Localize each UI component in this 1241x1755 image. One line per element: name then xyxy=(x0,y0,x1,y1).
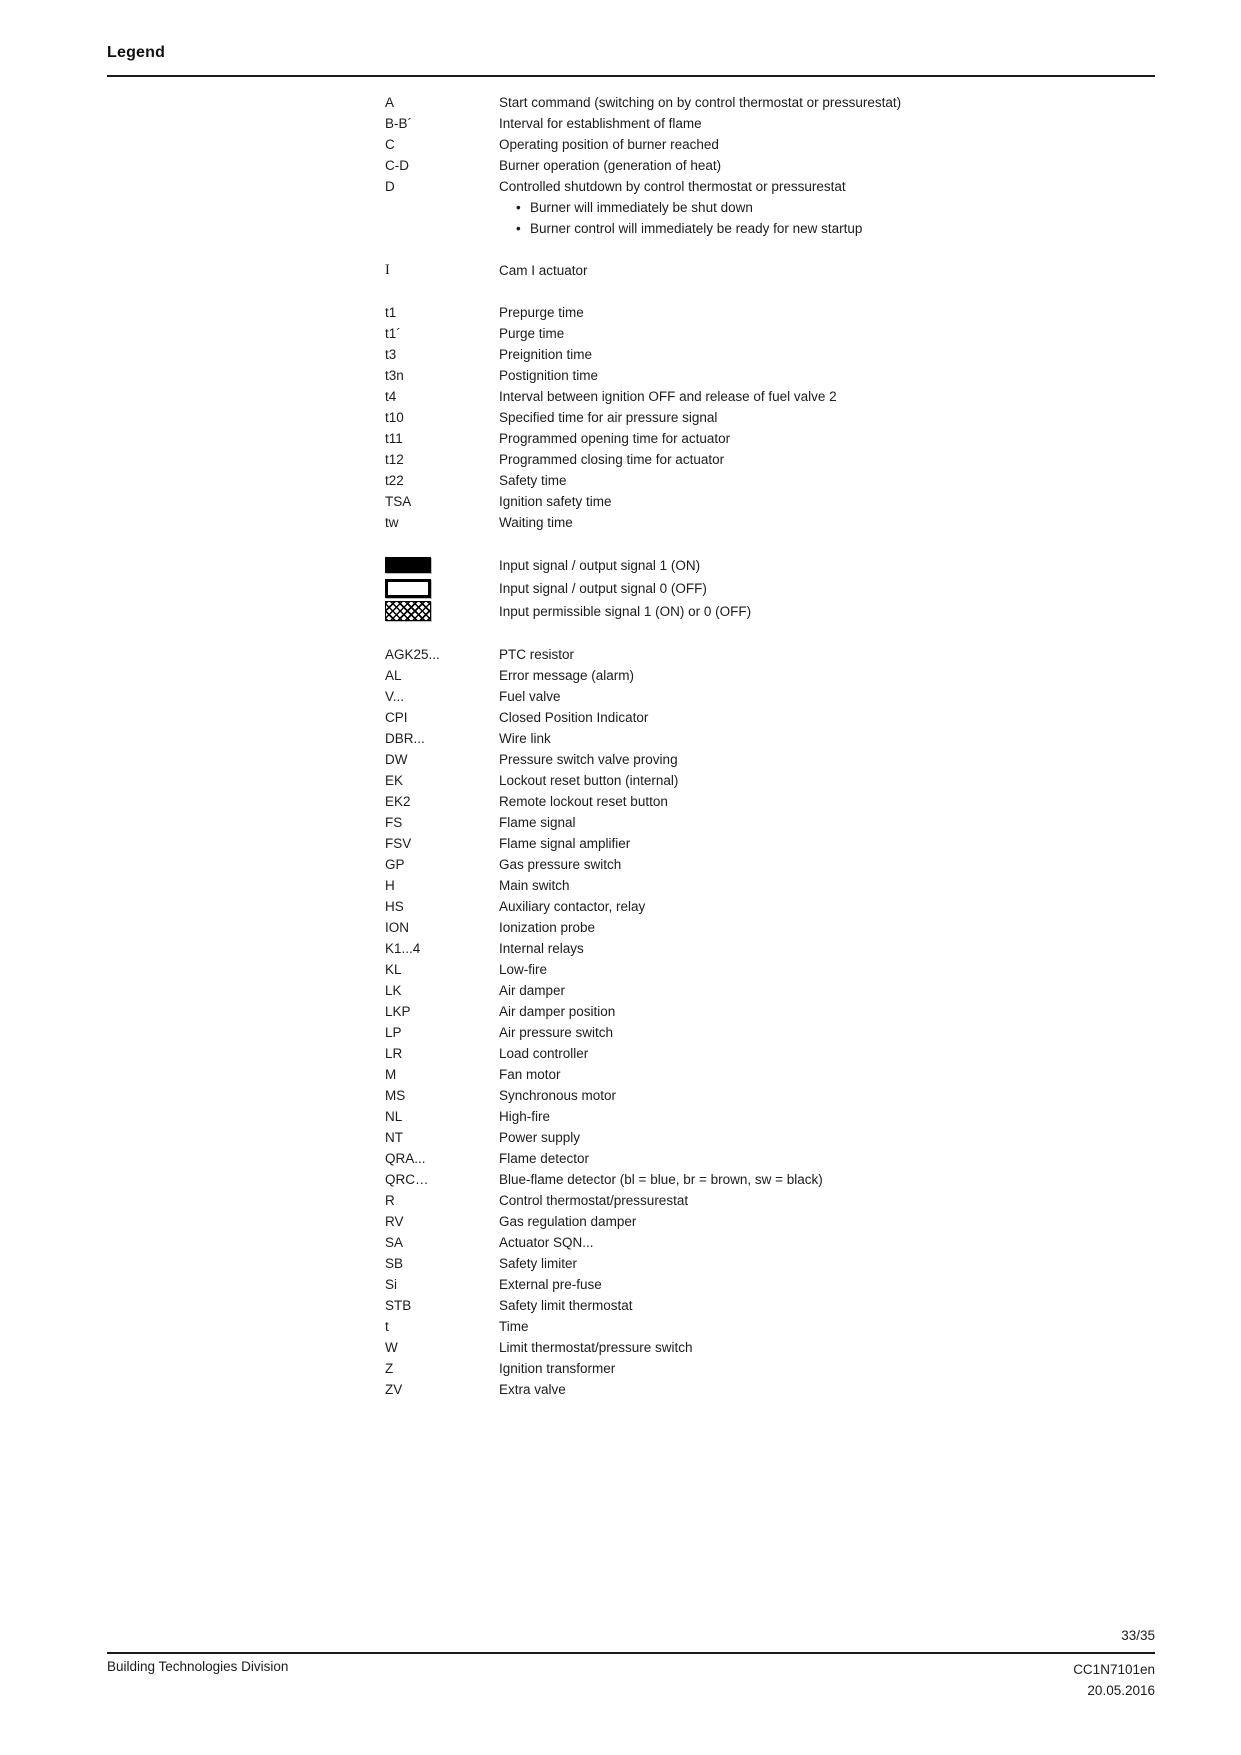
legend-term: MS xyxy=(385,1088,406,1103)
legend-term: SA xyxy=(385,1235,404,1250)
legend-row xyxy=(385,491,1155,512)
legend-row xyxy=(385,600,1155,623)
signal-permissible-hatched-rect-icon xyxy=(385,601,431,621)
legend-row xyxy=(385,854,1155,875)
legend-row xyxy=(385,1022,1155,1043)
legend-desc: Flame signal xyxy=(499,815,576,830)
legend-desc: Air damper xyxy=(499,983,566,998)
legend-term: RV xyxy=(385,1214,404,1229)
page-number: 33/35 xyxy=(1121,1628,1155,1643)
legend-list xyxy=(385,92,1155,1400)
legend-desc: Input permissible signal 1 (ON) or 0 (OFF) xyxy=(499,604,752,619)
legend-desc: Actuator SQN... xyxy=(499,1235,594,1250)
legend-desc: Time xyxy=(499,1319,529,1334)
legend-desc: Low-fire xyxy=(499,962,548,977)
legend-term: R xyxy=(385,1193,395,1208)
legend-term: t4 xyxy=(385,389,397,404)
legend-desc: Power supply xyxy=(499,1130,581,1145)
legend-term: TSA xyxy=(385,494,412,509)
legend-term: t10 xyxy=(385,410,404,425)
legend-term: I xyxy=(385,262,390,278)
legend-desc: Operating position of burner reached xyxy=(499,137,719,152)
legend-desc: Burner operation (generation of heat) xyxy=(499,158,722,173)
legend-row xyxy=(385,1316,1155,1337)
legend-row xyxy=(385,917,1155,938)
legend-row xyxy=(385,1064,1155,1085)
legend-desc: Flame detector xyxy=(499,1151,590,1166)
legend-row xyxy=(385,577,1155,600)
legend-term: DW xyxy=(385,752,408,767)
legend-row xyxy=(385,1106,1155,1127)
legend-term: NL xyxy=(385,1109,403,1124)
legend-desc: Input signal / output signal 0 (OFF) xyxy=(499,581,707,596)
legend-term: t1 xyxy=(385,305,397,320)
legend-term: EK xyxy=(385,773,404,788)
legend-term: QRA... xyxy=(385,1151,426,1166)
legend-desc: Postignition time xyxy=(499,368,599,383)
legend-row xyxy=(385,1337,1155,1358)
legend-term: t22 xyxy=(385,473,404,488)
legend-term: ZV xyxy=(385,1382,403,1397)
legend-row xyxy=(385,896,1155,917)
legend-desc: Load controller xyxy=(499,1046,589,1061)
legend-desc: Waiting time xyxy=(499,515,573,530)
legend-desc: Synchronous motor xyxy=(499,1088,617,1103)
legend-block-abbreviations xyxy=(385,644,1155,1400)
legend-row xyxy=(385,875,1155,896)
legend-row xyxy=(385,1190,1155,1211)
legend-row xyxy=(385,155,1155,176)
legend-symbol-cell xyxy=(385,600,499,623)
legend-term: QRC… xyxy=(385,1172,429,1187)
legend-row xyxy=(385,554,1155,577)
legend-term: t12 xyxy=(385,452,404,467)
legend-term: NT xyxy=(385,1130,403,1145)
legend-term: ION xyxy=(385,920,410,935)
legend-desc: Main switch xyxy=(499,878,570,893)
legend-row xyxy=(385,1127,1155,1148)
legend-term: LP xyxy=(385,1025,402,1040)
legend-term: Z xyxy=(385,1361,394,1376)
legend-desc: Programmed opening time for actuator xyxy=(499,431,731,446)
legend-row xyxy=(385,512,1155,533)
footer-division: Building Technologies Division xyxy=(107,1659,289,1674)
header-rule xyxy=(107,75,1155,77)
legend-term: LKP xyxy=(385,1004,411,1019)
footer-date: 20.05.2016 xyxy=(1087,1683,1155,1698)
legend-desc: Fuel valve xyxy=(499,689,561,704)
legend-desc: Preignition time xyxy=(499,347,593,362)
legend-row xyxy=(385,644,1155,665)
legend-term: tw xyxy=(385,515,399,530)
legend-desc: Safety limiter xyxy=(499,1256,578,1271)
legend-term: t3n xyxy=(385,368,404,383)
legend-desc: Air pressure switch xyxy=(499,1025,614,1040)
legend-row xyxy=(385,134,1155,155)
legend-desc: Flame signal amplifier xyxy=(499,836,631,851)
legend-desc: Input signal / output signal 1 (ON) xyxy=(499,558,701,573)
legend-row xyxy=(385,980,1155,1001)
legend-row xyxy=(385,470,1155,491)
legend-desc: Gas pressure switch xyxy=(499,857,622,872)
legend-term: LR xyxy=(385,1046,403,1061)
legend-desc: Prepurge time xyxy=(499,305,584,320)
legend-term: H xyxy=(385,878,395,893)
legend-desc: Extra valve xyxy=(499,1382,566,1397)
legend-row xyxy=(385,1148,1155,1169)
legend-desc: Blue-flame detector (bl = blue, br = brown, sw = black) xyxy=(499,1172,823,1187)
legend-block-cam xyxy=(385,260,1155,281)
legend-row xyxy=(385,1043,1155,1064)
footer-right-block xyxy=(1073,1659,1155,1701)
legend-term: t11 xyxy=(385,431,403,446)
legend-desc: Ignition safety time xyxy=(499,494,612,509)
legend-term: A xyxy=(385,95,395,110)
legend-term: AGK25... xyxy=(385,647,440,662)
legend-term: EK2 xyxy=(385,794,411,809)
legend-row xyxy=(385,812,1155,833)
legend-term: DBR... xyxy=(385,731,425,746)
legend-desc: Start command (switching on by control thermostat or pressurestat) xyxy=(499,95,902,110)
legend-row xyxy=(385,1379,1155,1400)
legend-desc: Remote lockout reset button xyxy=(499,794,668,809)
legend-row xyxy=(385,1295,1155,1316)
legend-term: K1...4 xyxy=(385,941,421,956)
legend-row xyxy=(385,344,1155,365)
legend-desc: Purge time xyxy=(499,326,565,341)
legend-row xyxy=(385,113,1155,134)
signal-off-outline-rect-icon xyxy=(385,579,431,598)
legend-row xyxy=(385,407,1155,428)
legend-term: t3 xyxy=(385,347,397,362)
legend-term: SB xyxy=(385,1256,404,1271)
legend-desc: Lockout reset button (internal) xyxy=(499,773,679,788)
legend-desc: Interval for establishment of flame xyxy=(499,116,702,131)
legend-term: t1´ xyxy=(385,326,401,341)
footer-doc-id: CC1N7101en xyxy=(1073,1662,1155,1677)
signal-on-filled-rect-icon xyxy=(385,557,431,573)
legend-desc: Internal relays xyxy=(499,941,584,956)
legend-row xyxy=(385,707,1155,728)
legend-row xyxy=(385,197,1155,218)
legend-row xyxy=(385,1253,1155,1274)
legend-desc: Control thermostat/pressurestat xyxy=(499,1193,689,1208)
legend-row xyxy=(385,365,1155,386)
legend-row xyxy=(385,386,1155,407)
legend-row xyxy=(385,665,1155,686)
legend-term: LK xyxy=(385,983,402,998)
legend-row xyxy=(385,92,1155,113)
legend-term: Si xyxy=(385,1277,398,1292)
legend-desc: Air damper position xyxy=(499,1004,616,1019)
legend-row xyxy=(385,686,1155,707)
legend-term: CPI xyxy=(385,710,408,725)
legend-desc: External pre-fuse xyxy=(499,1277,602,1292)
legend-term: FSV xyxy=(385,836,412,851)
legend-term: HS xyxy=(385,899,404,914)
legend-desc: Safety limit thermostat xyxy=(499,1298,633,1313)
legend-desc: Specified time for air pressure signal xyxy=(499,410,718,425)
legend-row xyxy=(385,1274,1155,1295)
legend-row xyxy=(385,959,1155,980)
legend-desc: High-fire xyxy=(499,1109,551,1124)
legend-term: V... xyxy=(385,689,405,704)
legend-row xyxy=(385,728,1155,749)
legend-term: D xyxy=(385,179,395,194)
legend-row xyxy=(385,1085,1155,1106)
legend-row xyxy=(385,1001,1155,1022)
legend-row xyxy=(385,176,1155,197)
legend-row xyxy=(385,1232,1155,1253)
legend-term: KL xyxy=(385,962,402,977)
legend-desc: Interval between ignition OFF and release of fuel valve 2 xyxy=(499,389,837,404)
legend-symbol-cell xyxy=(385,577,499,600)
legend-row xyxy=(385,1169,1155,1190)
legend-desc: Gas regulation damper xyxy=(499,1214,637,1229)
legend-row xyxy=(385,749,1155,770)
page-title: Legend xyxy=(107,44,166,61)
legend-desc: Programmed closing time for actuator xyxy=(499,452,725,467)
legend-term: FS xyxy=(385,815,403,830)
legend-desc: Closed Position Indicator xyxy=(499,710,649,725)
legend-row xyxy=(385,1211,1155,1232)
footer-rule xyxy=(107,1652,1155,1654)
legend-row xyxy=(385,791,1155,812)
legend-desc: Ignition transformer xyxy=(499,1361,616,1376)
legend-symbol-cell xyxy=(385,554,499,577)
legend-term: t xyxy=(385,1319,389,1334)
legend-row xyxy=(385,260,1155,281)
legend-row xyxy=(385,218,1155,239)
legend-block-phases xyxy=(385,92,1155,239)
legend-row xyxy=(385,449,1155,470)
legend-row xyxy=(385,428,1155,449)
legend-term: C xyxy=(385,137,395,152)
legend-desc: Fan motor xyxy=(499,1067,561,1082)
legend-desc: Error message (alarm) xyxy=(499,668,635,683)
legend-term: C-D xyxy=(385,158,409,173)
legend-desc: Cam I actuator xyxy=(499,263,588,278)
legend-row xyxy=(385,1358,1155,1379)
bullet-marker: • xyxy=(516,221,521,236)
legend-row xyxy=(385,770,1155,791)
legend-desc: Controlled shutdown by control thermostat or pressurestat xyxy=(499,179,846,194)
legend-desc: Limit thermostat/pressure switch xyxy=(499,1340,693,1355)
legend-term: AL xyxy=(385,668,402,683)
legend-term: B-B´ xyxy=(385,116,412,131)
legend-desc: Pressure switch valve proving xyxy=(499,752,678,767)
legend-row xyxy=(385,302,1155,323)
legend-term: M xyxy=(385,1067,397,1082)
legend-row xyxy=(385,833,1155,854)
legend-term: STB xyxy=(385,1298,412,1313)
legend-row xyxy=(385,323,1155,344)
legend-desc: Auxiliary contactor, relay xyxy=(499,899,646,914)
legend-desc: Wire link xyxy=(499,731,551,746)
legend-desc: Burner will immediately be shut down xyxy=(530,200,753,215)
legend-block-times xyxy=(385,302,1155,533)
legend-term: GP xyxy=(385,857,405,872)
bullet-marker: • xyxy=(516,200,521,215)
legend-term: W xyxy=(385,1340,398,1355)
legend-desc: Safety time xyxy=(499,473,567,488)
legend-desc: Ionization probe xyxy=(499,920,596,935)
legend-row xyxy=(385,938,1155,959)
legend-desc: PTC resistor xyxy=(499,647,575,662)
legend-desc: Burner control will immediately be ready for new startup xyxy=(530,221,863,236)
legend-block-signals xyxy=(385,554,1155,623)
